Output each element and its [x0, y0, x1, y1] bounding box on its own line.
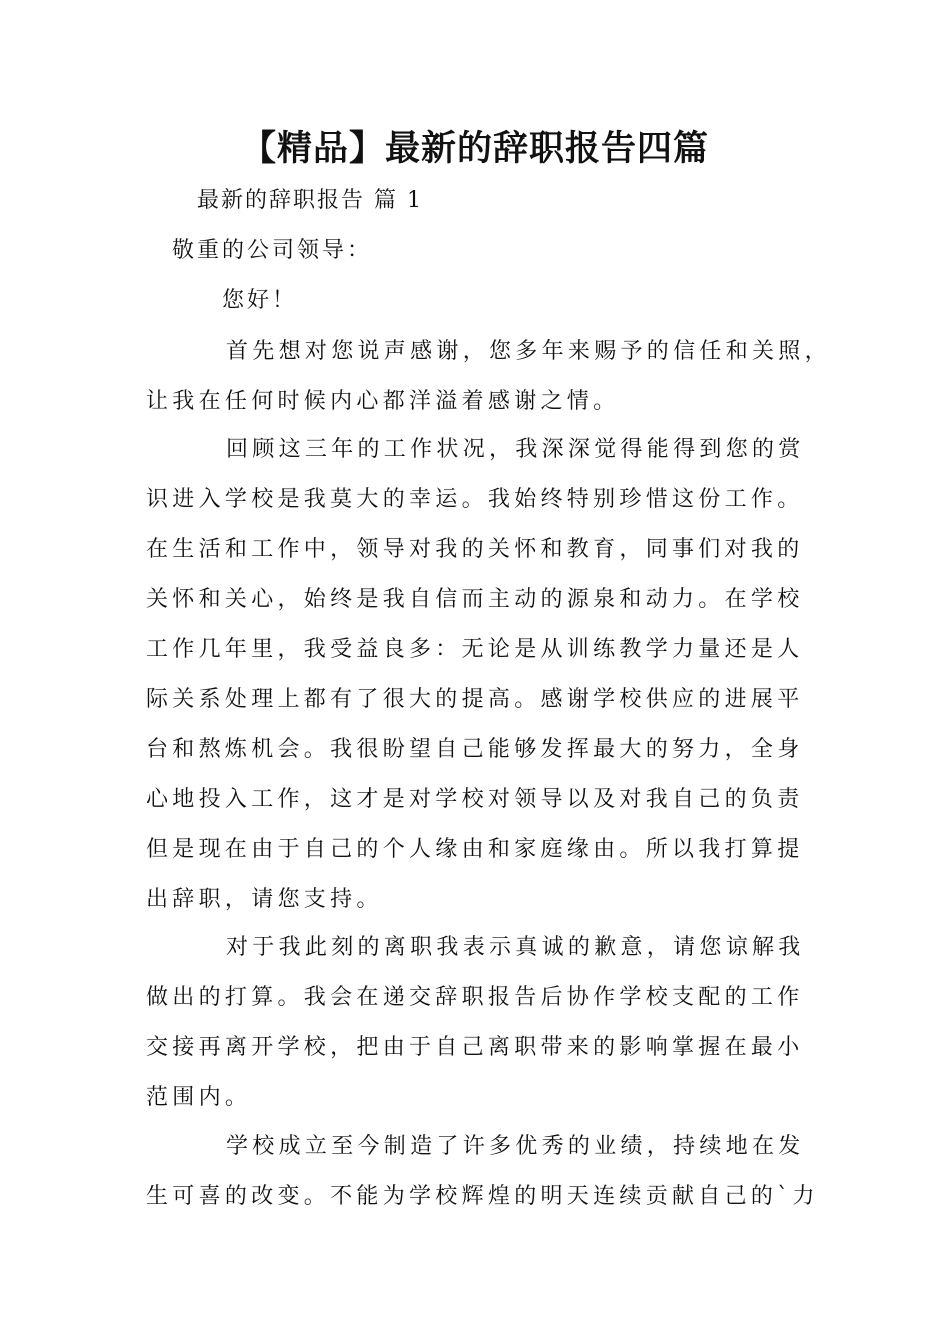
paragraph	[146, 923, 826, 1123]
paragraph-line: 心地投入工作，这才是对学校对领导以及对我自己的负责	[146, 787, 804, 812]
paragraph-line: 回顾这三年的工作状况，我深深觉得能得到您的赏	[226, 437, 805, 462]
paragraph-line: 范围内。	[146, 1085, 252, 1110]
paragraph-line: 识进入学校是我莫大的幸运。我始终特别珍惜这份工作。	[146, 487, 804, 512]
paragraph	[146, 327, 831, 427]
paragraph-line: 交接再离开学校，把由于自己离职带来的影响掌握在最小	[146, 1035, 804, 1060]
paragraph	[146, 1122, 826, 1222]
paragraph-line: 让我在任何时候内心都洋溢着感谢之情。	[146, 389, 620, 414]
paragraph-line: 工作几年里，我受益良多：无论是从训练教学力量还是人	[146, 637, 804, 662]
paragraph-line: 对于我此刻的离职我表示真诚的歉意，请您谅解我	[226, 935, 805, 960]
paragraph	[146, 425, 826, 925]
greeting: 您好！	[222, 288, 298, 313]
paragraph-line: 生可喜的改变。不能为学校辉煌的明天连续贡献自己的`力	[146, 1184, 819, 1209]
paragraph-line: 做出的打算。我会在递交辞职报告后协作学校支配的工作	[146, 985, 804, 1010]
paragraph-line: 出辞职，请您支持。	[146, 887, 383, 912]
paragraph-line: 际关系处理上都有了很大的提高。感谢学校供应的进展平	[146, 687, 804, 712]
paragraph-line: 在生活和工作中，领导对我的关怀和教育，同事们对我的	[146, 537, 804, 562]
paragraph-line: 关怀和关心，始终是我自信而主动的源泉和动力。在学校	[146, 587, 804, 612]
paragraph-line: 台和熬炼机会。我很盼望自己能够发挥最大的努力，全身	[146, 737, 804, 762]
section-heading: 最新的辞职报告 篇 1	[197, 188, 423, 213]
salutation: 敬重的公司领导：	[172, 238, 373, 263]
document-title: 【精品】最新的辞职报告四篇	[240, 129, 709, 169]
paragraph-line: 但是现在由于自己的个人缘由和家庭缘由。所以我打算提	[146, 837, 804, 862]
paragraph-line: 学校成立至今制造了许多优秀的业绩，持续地在发	[226, 1134, 805, 1159]
paragraph-line: 首先想对您说声感谢，您多年来赐予的信任和关照，	[226, 339, 831, 364]
